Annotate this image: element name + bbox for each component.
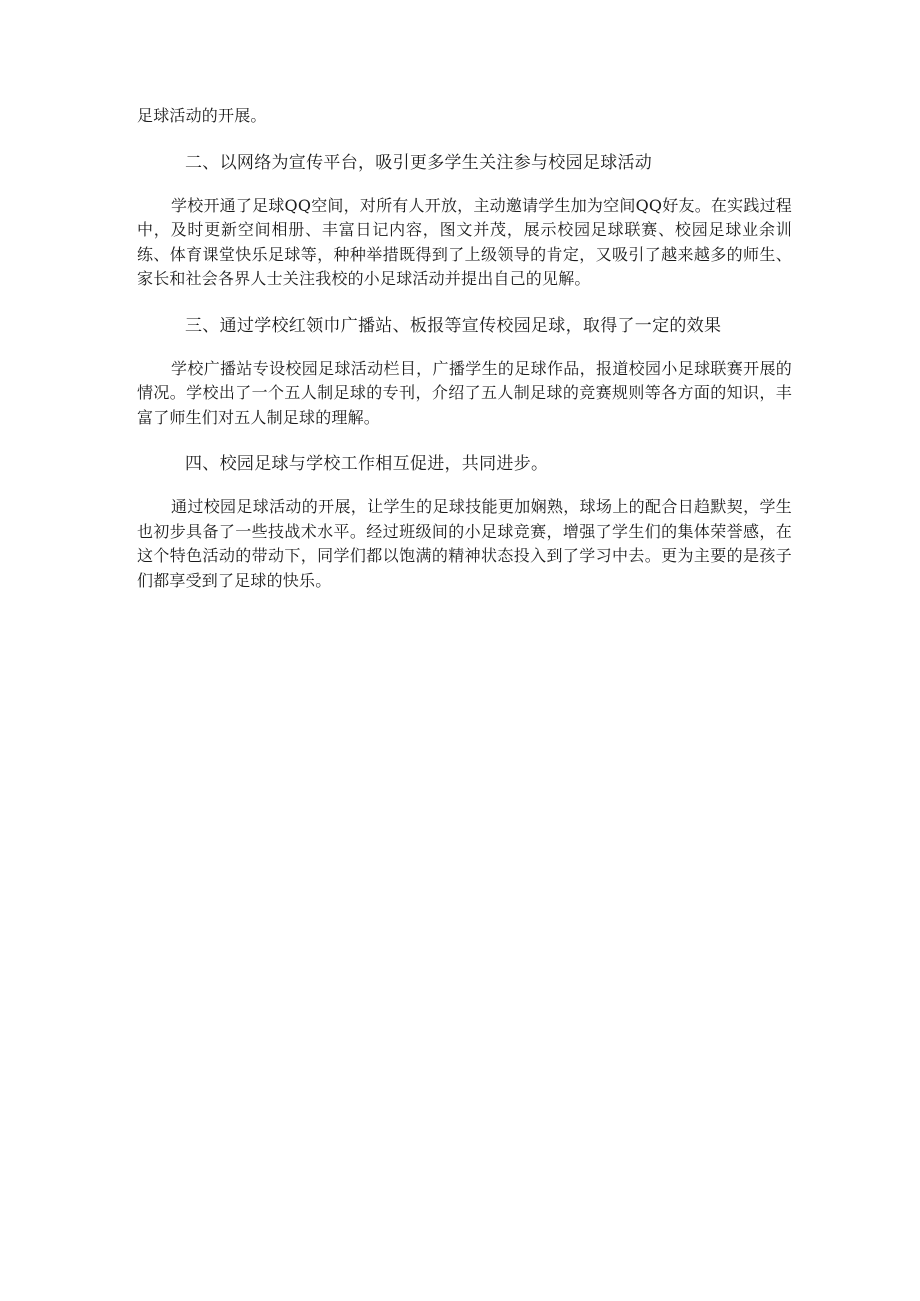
section-body-2: 学校开通了足球QQ空间，对所有人开放，主动邀请学生加为空间QQ好友。在实践过程中，及时更新空间相册、丰富日记内容，图文并茂，展示校园足球联赛、校园足球业余训练、体育课堂快乐足球等，种种举措既得到了上级领导的肯定，又吸引了越来越多的师生、家长和社会各界人士关注我校的小足球活动并提出自己的见解。 [137, 195, 792, 288]
section-body-3: 学校广播站专设校园足球活动栏目，广播学生的足球作品，报道校园小足球联赛开展的情况。学校出了一个五人制足球的专刊，介绍了五人制足球的竞赛规则等各方面的知识，丰富了师生们对五人制足球的理解。 [137, 358, 792, 427]
spacer [137, 129, 792, 151]
spacer [137, 430, 792, 452]
section-heading-3: 三、通过学校红领巾广播站、板报等宣传校园足球，取得了一定的效果 [185, 315, 722, 336]
spacer [137, 338, 792, 357]
document-page [137, 104, 792, 593]
section-heading-4: 四、校园足球与学校工作相互促进，共同进步。 [185, 454, 549, 474]
section-heading-2: 二、以网络为宣传平台，吸引更多学生关注参与校园足球活动 [185, 152, 653, 173]
spacer [137, 175, 792, 194]
lead-fragment: 足球活动的开展。 [137, 106, 267, 125]
spacer [137, 292, 792, 314]
spacer [137, 476, 792, 495]
section-body-4: 通过校园足球活动的开展，让学生的足球技能更加娴熟，球场上的配合日趋默契，学生也初步具备了一些技战术水平。经过班级间的小足球竞赛，增强了学生们的集体荣誉感，在这个特色活动的带动下，同学们都以饱满的精神状态投入到了学习中去。更为主要的是孩子们都享受到了足球的快乐。 [137, 497, 792, 590]
